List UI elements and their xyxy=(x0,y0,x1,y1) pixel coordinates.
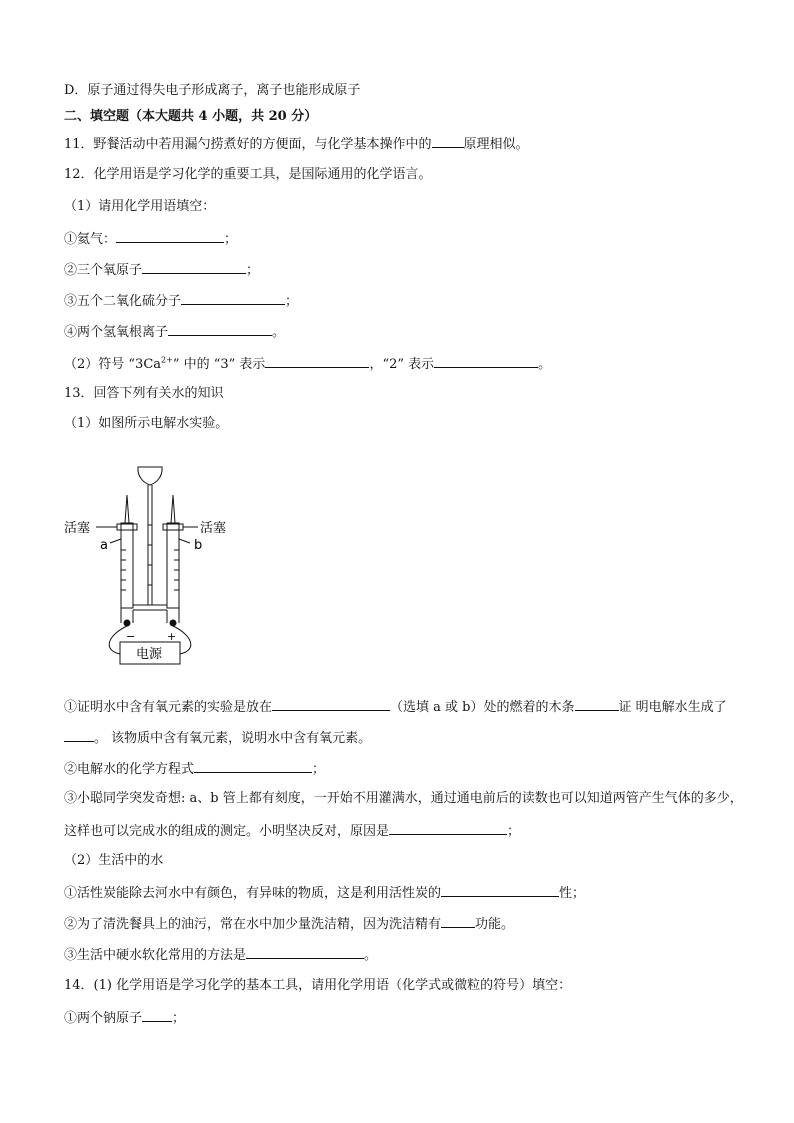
tube-a-label: a xyxy=(100,538,108,553)
question-13: 13．回答下列有关水的知识 xyxy=(64,386,224,401)
question-13-item-3-cont: 这样也可以完成水的组成的测定。小明坚决反对，原因是 ； xyxy=(64,821,520,841)
stopcock-right-label: 活塞 xyxy=(200,521,227,536)
question-13-part-1: （1）如图所示电解水实验。 xyxy=(64,416,229,431)
question-13-part-2: （2）生活中的水 xyxy=(64,853,164,868)
answer-blank[interactable] xyxy=(432,134,464,148)
answer-blank[interactable] xyxy=(441,883,559,897)
question-13-item-5: ②为了清洗餐具上的油污，常在水中加少量洗洁精，因为洗洁精有 功能。 xyxy=(64,914,514,934)
answer-blank[interactable] xyxy=(64,728,94,742)
stopcock-left-label: 活塞 xyxy=(64,521,91,536)
question-12-item-3: ③五个二氧化硫分子 ； xyxy=(64,291,298,311)
cathode xyxy=(124,620,130,626)
question-13-item-2: ②电解水的化学方程式 ； xyxy=(64,759,325,779)
left-tube xyxy=(121,523,133,608)
question-13-item-1: ①证明水中含有氧元素的实验是放在 （选填 a 或 b）处的燃着的木条 证 明电解水生成了 xyxy=(64,697,727,717)
negative-terminal-label: − xyxy=(126,630,136,643)
answer-blank[interactable] xyxy=(434,354,538,368)
question-12: 12．化学用语是学习化学的重要工具，是国际通用的化学语言。 xyxy=(64,167,432,182)
question-14-item-1: ①两个钠原子 ； xyxy=(64,1008,185,1028)
answer-blank[interactable] xyxy=(441,914,475,928)
tube-b-label: b xyxy=(194,538,203,553)
left-stopcock xyxy=(117,524,137,530)
question-11: 11．野餐活动中若用漏勺捞煮好的方便面，与化学基本操作中的 原理相似。 xyxy=(64,134,529,154)
answer-blank[interactable] xyxy=(272,697,390,711)
electrolysis-apparatus-figure xyxy=(60,455,260,670)
question-12-item-2: ②三个氧原子 ； xyxy=(64,260,259,280)
anode xyxy=(170,620,176,626)
answer-blank[interactable] xyxy=(116,229,224,243)
right-stopcock xyxy=(163,524,183,530)
question-13-item-3: ③小聪同学突发奇想: a、b 管上都有刻度，一开始不用灌满水，通过通电前后的读数也可以知道两管产生气体的多少， xyxy=(64,791,743,806)
funnel-bulb xyxy=(138,467,162,485)
option-d: D．原子通过得失电子形成离子，离子也能形成原子 xyxy=(64,83,361,98)
left-tube-tip xyxy=(125,495,129,523)
question-12-part-1: （1）请用化学用语填空： xyxy=(64,199,216,214)
answer-blank[interactable] xyxy=(246,945,364,959)
power-source-label: 电源 xyxy=(136,647,163,662)
answer-blank[interactable] xyxy=(389,821,507,835)
answer-blank[interactable] xyxy=(265,354,369,368)
answer-blank[interactable] xyxy=(194,759,312,773)
answer-blank[interactable] xyxy=(168,322,272,336)
answer-blank[interactable] xyxy=(575,697,619,711)
answer-blank[interactable] xyxy=(142,1008,172,1022)
question-12-part-2: （2）符号 “$3Ca^{2+}$” 中的 “3” 表示 ，“2” 表示 。 xyxy=(64,355,552,372)
section-heading: 二、填空题（本大题共 4 小题，共 20 分） xyxy=(64,109,318,124)
wire-negative xyxy=(109,626,127,654)
question-13-item-4: ①活性炭能除去河水中有颜色，有异味的物质，这是利用活性炭的 性； xyxy=(64,883,585,903)
positive-terminal-label: + xyxy=(167,630,177,643)
question-14: 14．(1) 化学用语是学习化学的基本工具，请用化学用语（化学式或微粒的符号）填空： xyxy=(64,978,572,993)
right-tube-tip xyxy=(171,495,175,523)
answer-blank[interactable] xyxy=(181,291,285,305)
question-13-item-1-cont: 。 该物质中含有氧元素，说明水中含有氧元素。 xyxy=(64,728,371,748)
right-tube xyxy=(167,523,179,608)
question-13-item-6: ③生活中硬水软化常用的方法是 。 xyxy=(64,945,377,965)
question-12-item-1: ①氦气： ； xyxy=(64,229,237,249)
question-12-item-4: ④两个氢氧根离子 。 xyxy=(64,322,285,342)
answer-blank[interactable] xyxy=(142,260,246,274)
